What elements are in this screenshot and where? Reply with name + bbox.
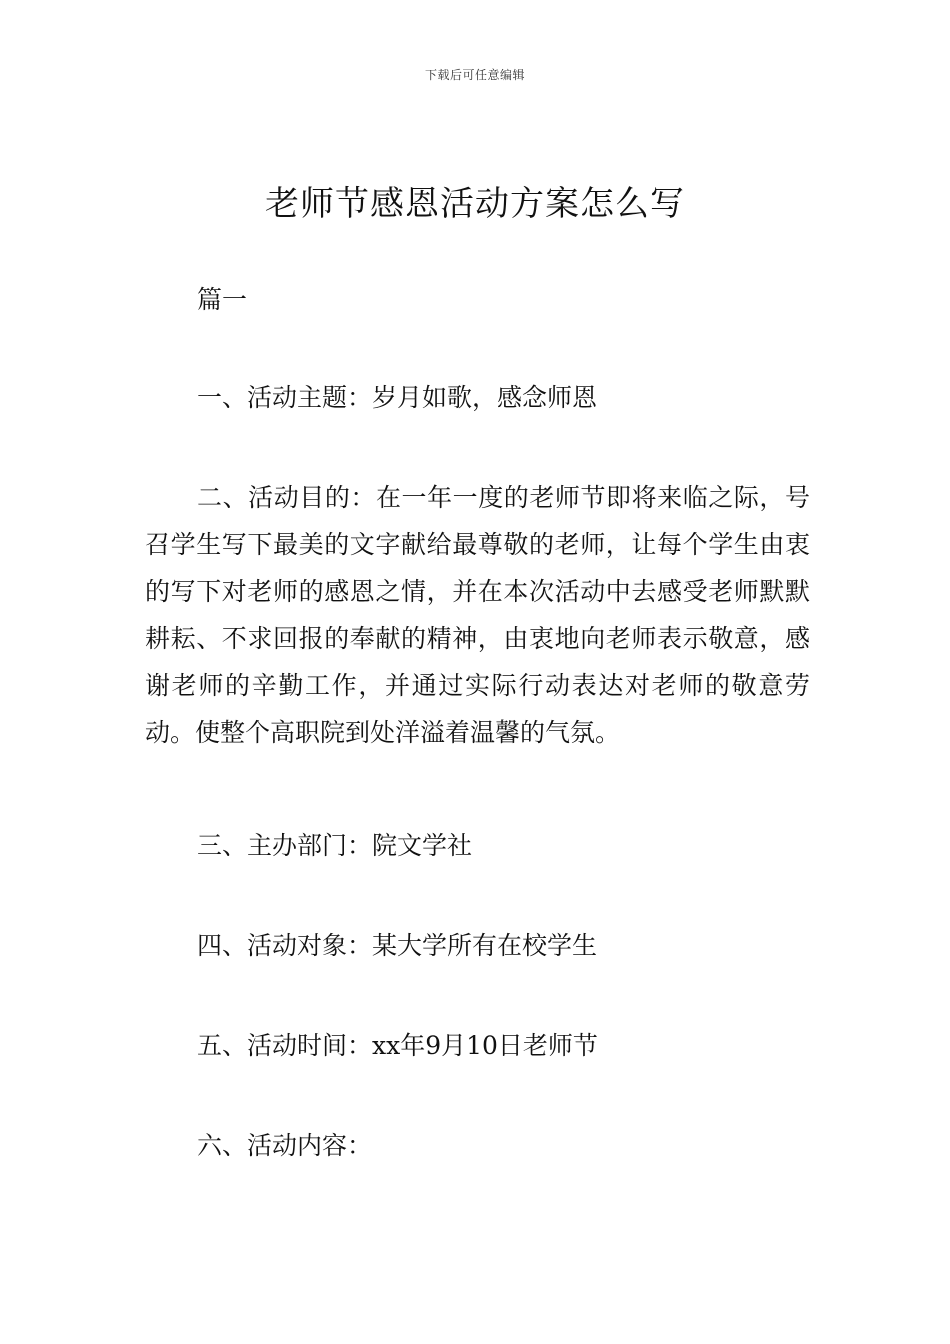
item-audience: 四、活动对象：某大学所有在校学生 xyxy=(197,931,598,960)
document-title: 老师节感恩活动方案怎么写 xyxy=(265,184,685,224)
header-note: 下载后可任意编辑 xyxy=(424,68,525,82)
item-theme: 一、活动主题：岁月如歌，感念师恩 xyxy=(197,383,598,412)
item-time: 五、活动时间：xx年9月10日老师节 xyxy=(197,1031,598,1060)
item-organizer: 三、主办部门：院文学社 xyxy=(197,831,473,860)
item-purpose: 二、活动目的：在一年一度的老师节即将来临之际，号召学生写下最美的文字献给最尊敬的老师，让每个学生由衷的写下对老师的感恩之情，并在本次活动中去感受老师默默耕耘、不求回报的奉献的精神，由衷地向老师表示敬意，感谢老师的辛勤工作，并通过实际行动表达对老师的敬意劳动。使整个高职院到处洋溢着温馨的气氛。 xyxy=(145,483,810,747)
item-content: 六、活动内容： xyxy=(197,1131,373,1160)
section-label: 篇一 xyxy=(197,285,248,314)
